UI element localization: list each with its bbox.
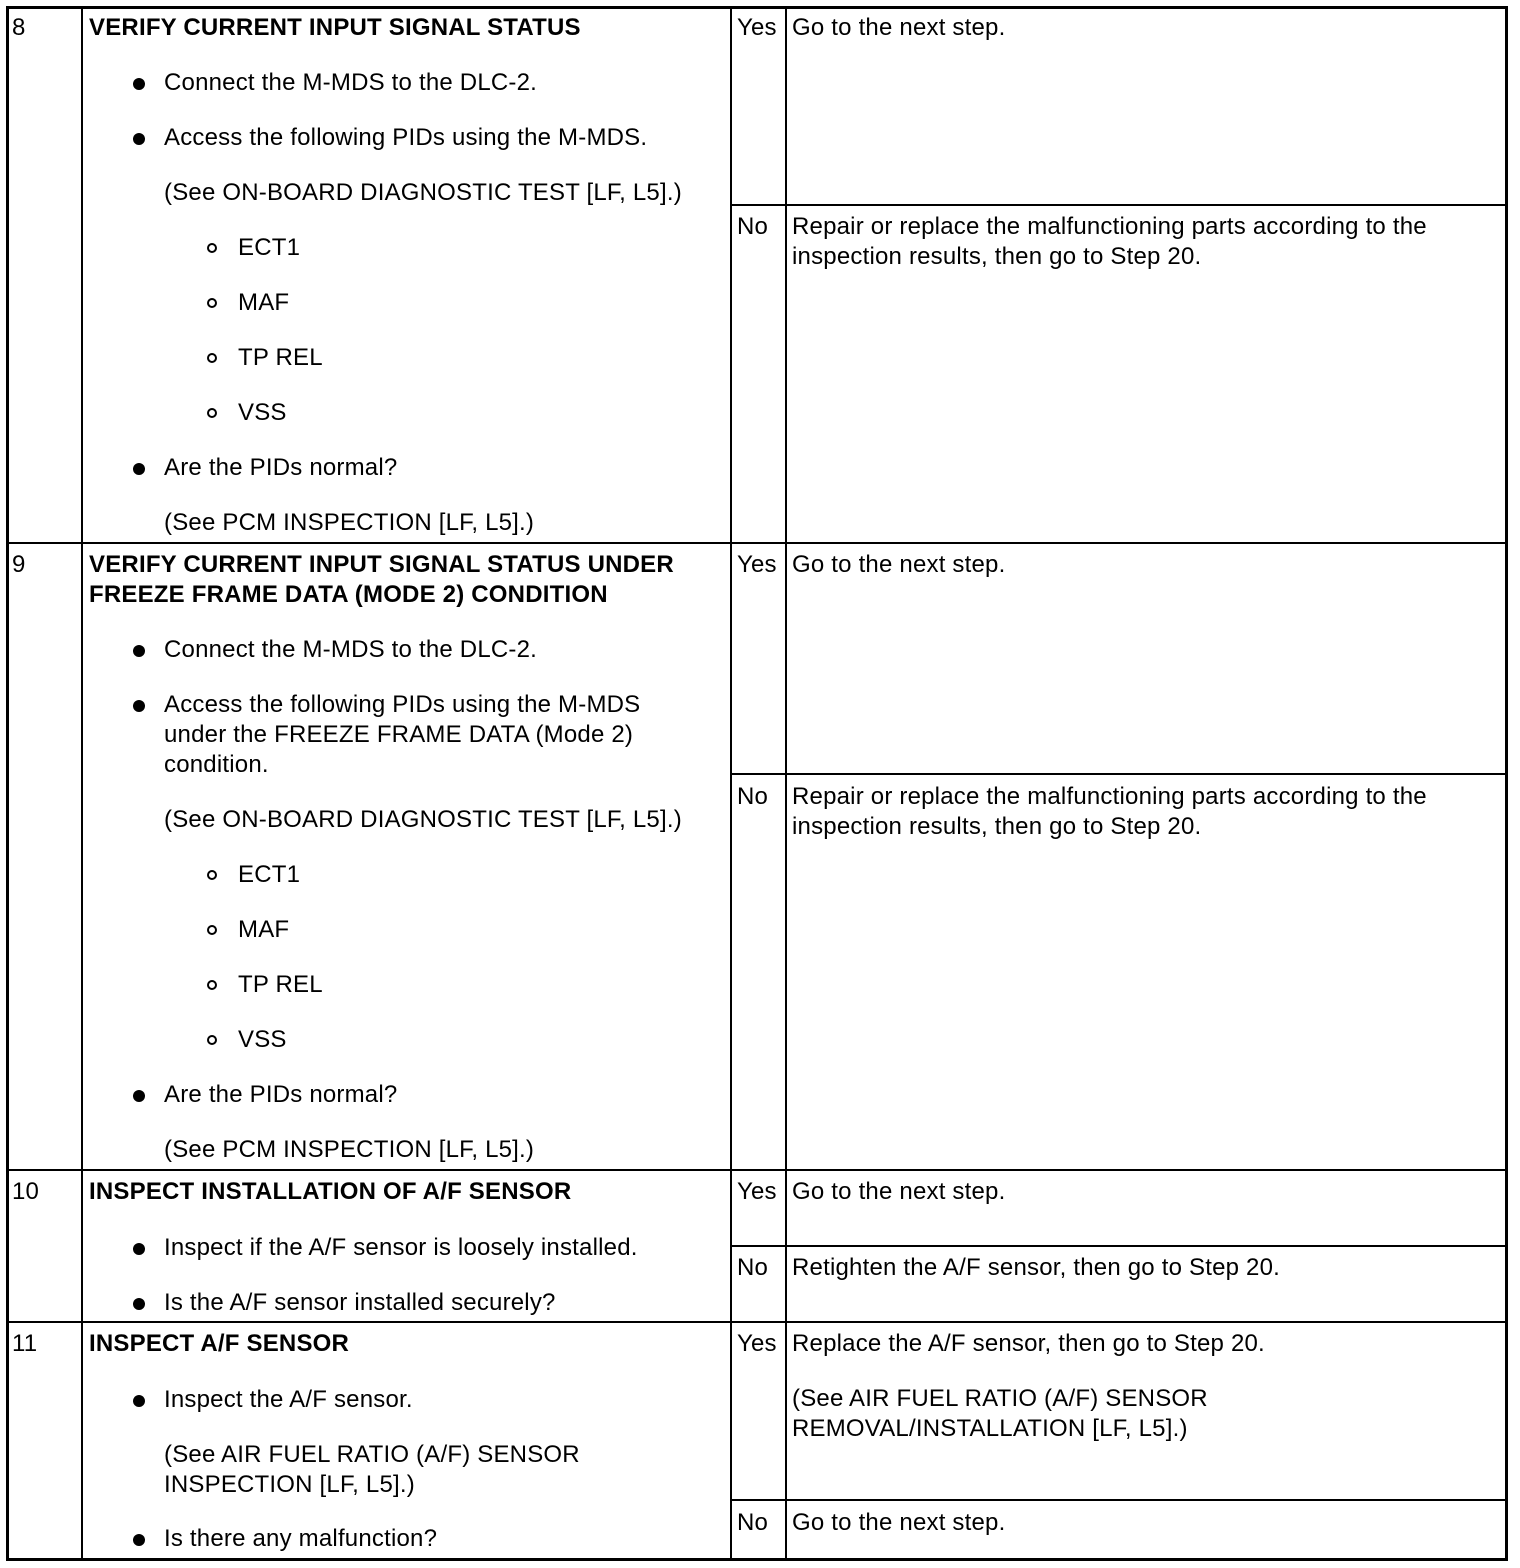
yes-label: Yes: [737, 551, 777, 578]
bullet-text: under the FREEZE FRAME DATA (Mode 2): [164, 721, 634, 748]
sub-bullet-circle-icon: [207, 408, 217, 418]
row-divider-8-9: [6, 542, 1508, 544]
sub-bullet-circle-icon: [207, 298, 217, 308]
no-action: Repair or replace the malfunctioning parts according to the: [792, 783, 1427, 810]
no-action: inspection results, then go to Step 20.: [792, 813, 1202, 840]
sub-bullet-circle-icon: [207, 980, 217, 990]
yes-no-divider-10: [730, 1245, 1508, 1247]
pid-item: VSS: [238, 399, 287, 426]
yes-action: Go to the next step.: [792, 1178, 1006, 1205]
step-title: INSPECT A/F SENSOR: [89, 1330, 350, 1357]
step-title: FREEZE FRAME DATA (MODE 2) CONDITION: [89, 581, 608, 608]
bullet-text: Inspect the A/F sensor.: [164, 1386, 413, 1413]
reference-text: (See PCM INSPECTION [LF, L5].): [164, 509, 535, 536]
step-number: 9: [12, 551, 26, 578]
step-title: VERIFY CURRENT INPUT SIGNAL STATUS UNDER: [89, 551, 674, 578]
reference-text: (See PCM INSPECTION [LF, L5].): [164, 1136, 535, 1163]
bullet-text: Are the PIDs normal?: [164, 1081, 398, 1108]
no-action: Retighten the A/F sensor, then go to Step 20.: [792, 1254, 1280, 1281]
pid-item: VSS: [238, 1026, 287, 1053]
yes-no-divider-11: [730, 1499, 1508, 1501]
yes-reference: (See AIR FUEL RATIO (A/F) SENSOR: [792, 1385, 1208, 1412]
sub-bullet-circle-icon: [207, 243, 217, 253]
bullet-text: Is there any malfunction?: [164, 1525, 438, 1552]
yes-action: Go to the next step.: [792, 14, 1006, 41]
no-action: inspection results, then go to Step 20.: [792, 243, 1202, 270]
pid-item: MAF: [238, 289, 290, 316]
yes-no-divider-8: [730, 204, 1508, 206]
reference-text: (See AIR FUEL RATIO (A/F) SENSOR: [164, 1441, 580, 1468]
bullet-text: condition.: [164, 751, 269, 778]
pid-item: MAF: [238, 916, 290, 943]
bullet-icon: [133, 1298, 145, 1310]
yes-label: Yes: [737, 14, 777, 41]
bullet-text: Access the following PIDs using the M-MDS: [164, 691, 641, 718]
sub-bullet-circle-icon: [207, 870, 217, 880]
row-divider-9-10: [6, 1169, 1508, 1171]
bullet-icon: [133, 1243, 145, 1255]
pid-item: TP REL: [238, 344, 323, 371]
pid-item: ECT1: [238, 234, 301, 261]
step-title: VERIFY CURRENT INPUT SIGNAL STATUS: [89, 14, 581, 41]
column-divider-action: [730, 6, 732, 1561]
no-action: Repair or replace the malfunctioning parts according to the: [792, 213, 1427, 240]
reference-text: (See ON-BOARD DIAGNOSTIC TEST [LF, L5].): [164, 179, 682, 206]
bullet-icon: [133, 463, 145, 475]
bullet-icon: [133, 78, 145, 90]
yes-reference: REMOVAL/INSTALLATION [LF, L5].): [792, 1415, 1188, 1442]
bullet-text: Inspect if the A/F sensor is loosely installed.: [164, 1234, 638, 1261]
no-action: Go to the next step.: [792, 1509, 1006, 1536]
no-label: No: [737, 1254, 769, 1281]
row-divider-10-11: [6, 1321, 1508, 1323]
yes-label: Yes: [737, 1178, 777, 1205]
pid-item: ECT1: [238, 861, 301, 888]
bullet-icon: [133, 645, 145, 657]
pid-item: TP REL: [238, 971, 323, 998]
bullet-icon: [133, 1395, 145, 1407]
reference-text: INSPECTION [LF, L5].): [164, 1471, 415, 1498]
no-label: No: [737, 213, 769, 240]
bullet-text: Access the following PIDs using the M-MDS.: [164, 124, 648, 151]
column-divider-result: [785, 6, 787, 1561]
step-title: INSPECT INSTALLATION OF A/F SENSOR: [89, 1178, 572, 1205]
sub-bullet-circle-icon: [207, 1035, 217, 1045]
bullet-icon: [133, 1090, 145, 1102]
yes-action: Replace the A/F sensor, then go to Step 20.: [792, 1330, 1265, 1357]
no-label: No: [737, 1509, 769, 1536]
yes-action: Go to the next step.: [792, 551, 1006, 578]
sub-bullet-circle-icon: [207, 925, 217, 935]
step-number: 8: [12, 14, 26, 41]
yes-no-divider-9: [730, 773, 1508, 775]
bullet-icon: [133, 700, 145, 712]
bullet-text: Connect the M-MDS to the DLC-2.: [164, 636, 538, 663]
sub-bullet-circle-icon: [207, 353, 217, 363]
bullet-icon: [133, 1534, 145, 1546]
step-number: 11: [12, 1330, 38, 1357]
yes-label: Yes: [737, 1330, 777, 1357]
bullet-text: Connect the M-MDS to the DLC-2.: [164, 69, 538, 96]
column-divider-step: [81, 6, 83, 1561]
bullet-text: Is the A/F sensor installed securely?: [164, 1289, 556, 1316]
no-label: No: [737, 783, 769, 810]
bullet-text: Are the PIDs normal?: [164, 454, 398, 481]
bullet-icon: [133, 133, 145, 145]
step-number: 10: [12, 1178, 40, 1205]
reference-text: (See ON-BOARD DIAGNOSTIC TEST [LF, L5].): [164, 806, 682, 833]
